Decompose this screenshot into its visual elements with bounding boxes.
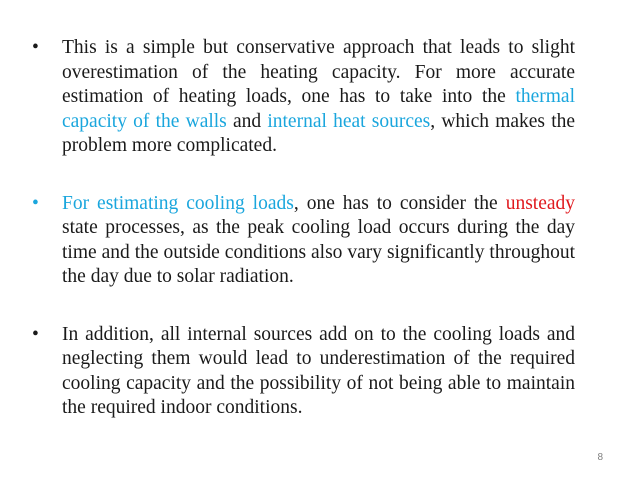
bullet-item-cooling-loads: [30, 192, 575, 290]
bullet-text: This is a simple but conservative approach that leads to slight overestimation of the heating capacity. For more accurate estimation of heating loads, one has to take into the: [62, 37, 575, 107]
bullet-list: [30, 36, 575, 421]
emphasis-unsteady: unsteady: [505, 192, 576, 214]
bullet-item-internal-sources: [30, 323, 575, 421]
bullet-text: and: [226, 110, 268, 132]
bullet-text: state processes, as the peak cooling load occurs during the day time and the outside conditions also vary significantly throughout the day due to solar radiation.: [62, 217, 575, 287]
highlight-internal-heat-sources: internal heat sources: [267, 110, 431, 132]
bullet-marker: •: [32, 323, 39, 345]
page-number: 8: [597, 452, 603, 463]
bullet-text: In addition, all internal sources add on to the cooling loads and neglecting them would lead to underestimation of the required cooling capacity and the possibility of not being able to maintain the required indoor conditions.: [62, 323, 575, 418]
bullet-marker: •: [32, 192, 39, 214]
bullet-text: , which makes the problem more complicated.: [62, 110, 576, 156]
bullet-item-heating-approach: [30, 36, 575, 159]
bullet-text: , one has to consider the: [293, 192, 506, 214]
highlight-cooling-loads: For estimating cooling loads: [62, 192, 294, 214]
highlight-thermal-capacity: thermal capacity of the walls: [62, 86, 575, 132]
bullet-marker: •: [32, 37, 39, 58]
